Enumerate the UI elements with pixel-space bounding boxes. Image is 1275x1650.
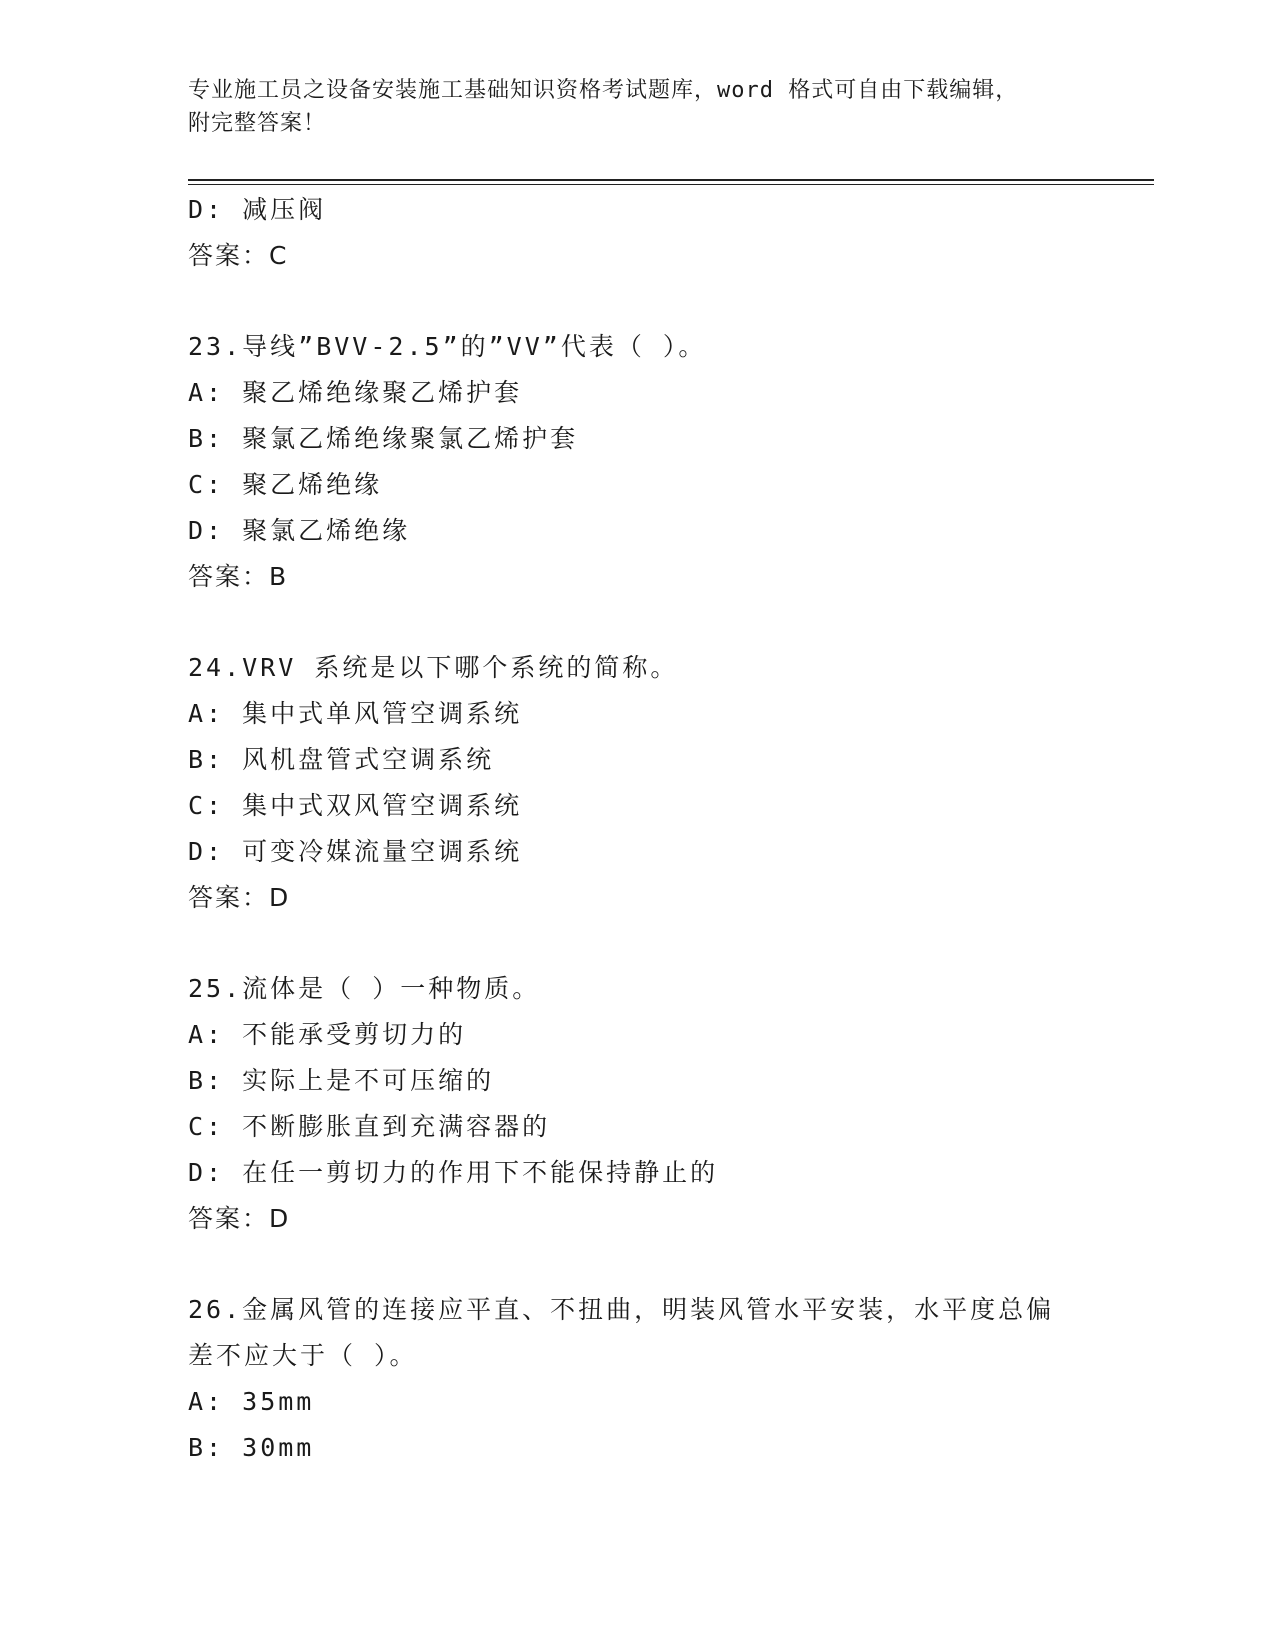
option-d: D: 减压阀: [188, 195, 327, 224]
header-divider-thin: [188, 184, 1154, 185]
answer: 答案：C: [188, 241, 289, 270]
option-c: C: 集中式双风管空调系统: [188, 791, 523, 820]
option-a: A: 集中式单风管空调系统: [188, 699, 523, 728]
answer: 答案：D: [188, 883, 291, 912]
option-b: B: 实际上是不可压缩的: [188, 1066, 495, 1095]
option-d: D: 在任一剪切力的作用下不能保持静止的: [188, 1158, 719, 1187]
option-b: B: 风机盘管式空调系统: [188, 745, 495, 774]
option-c: C: 不断膨胀直到充满容器的: [188, 1112, 551, 1141]
question-24: [188, 645, 1148, 921]
header-line-1: 专业施工员之设备安装施工基础知识资格考试题库，word 格式可自由下载编辑，: [188, 78, 1019, 103]
question-25: [188, 966, 1148, 1242]
option-b: B: 30mm: [188, 1433, 315, 1462]
option-a: A: 聚乙烯绝缘聚乙烯护套: [188, 378, 523, 407]
option-a: A: 35mm: [188, 1387, 315, 1416]
question-26: [188, 1287, 1148, 1471]
option-d: D: 可变冷媒流量空调系统: [188, 837, 523, 866]
answer: 答案：D: [188, 1204, 291, 1233]
option-b: B: 聚氯乙烯绝缘聚氯乙烯护套: [188, 424, 579, 453]
document-header: [188, 74, 1088, 140]
question-23: [188, 324, 1148, 600]
question-stem: 25.流体是（ ）一种物质。: [188, 974, 541, 1003]
option-d: D: 聚氯乙烯绝缘: [188, 516, 411, 545]
header-line-2: 附完整答案！: [188, 111, 327, 136]
option-a: A: 不能承受剪切力的: [188, 1020, 467, 1049]
answer: 答案：B: [188, 562, 289, 591]
question-stem: 24.VRV 系统是以下哪个系统的简称。: [188, 653, 679, 682]
header-divider-thick: [188, 179, 1154, 181]
option-c: C: 聚乙烯绝缘: [188, 470, 383, 499]
question-stem: 23.导线”BVV-2.5”的”VV”代表（ ）。: [188, 332, 707, 361]
question-stem-line-2: 差不应大于（ ）。: [188, 1341, 418, 1370]
question-stem-line-1: 26.金属风管的连接应平直、不扭曲，明装风管水平安装，水平度总偏: [188, 1295, 1055, 1324]
question-list: [188, 187, 1148, 1471]
